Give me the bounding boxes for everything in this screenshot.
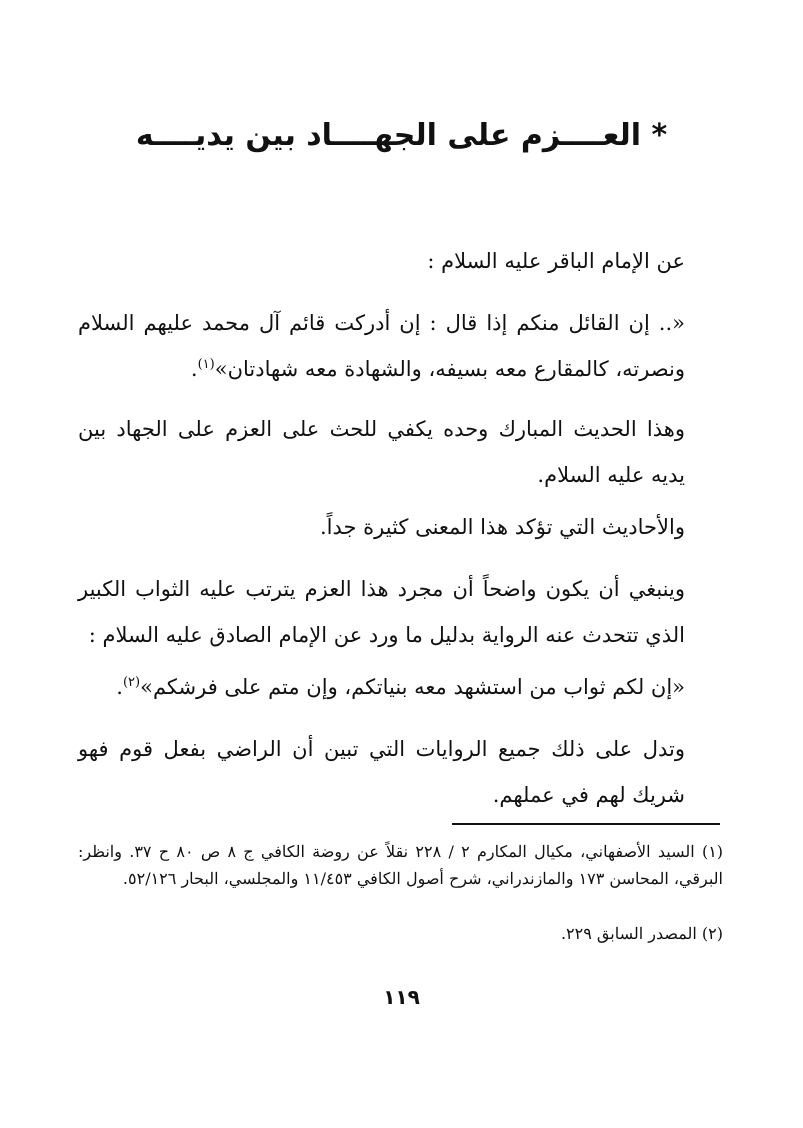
footnote-2: (٢) المصدر السابق ٢٢٩. [560, 924, 723, 943]
footnote-1: (١) السيد الأصفهاني، مكيال المكارم ٢ / ٢٢٨ نقلاً عن روضة الكافي ج ٨ ص ٨٠ ح ٣٧. وانظر: البرقي، المحاسن ١٧٣ والمازندراني، شرح أصول الكافي ١١/٤٥٣ والمجلسي، البحار ٥٢/١٢٦. [78, 842, 724, 888]
paragraph-many-hadiths: والأحاديث التي تؤكد هذا المعنى كثيرة جداً. [319, 515, 685, 539]
hadith-1-end: . [190, 357, 198, 381]
paragraph-hadith-1 [78, 300, 685, 392]
hadith-2-end: . [116, 675, 123, 699]
paragraph-hadith-2 [78, 664, 685, 710]
page-number: ١١٩ [383, 985, 420, 1009]
paragraph-reward: وينبغي أن يكون واضحاً أن مجرد هذا العزم يترتب عليه الثواب الكبير الذي تتحدث عنه الرواية بدليل ما ورد عن الإمام الصادق عليه السلام : [78, 577, 685, 647]
paragraph-intro: عن الإمام الباقر عليه السلام : [427, 249, 685, 273]
footnote-ref-1: (١) [197, 357, 215, 372]
paragraph-commentary: وهذا الحديث المبارك وحده يكفي للحث على العزم على الجهاد بين يديه عليه السلام. [78, 417, 685, 487]
hadith-2-text: «إن لكم ثواب من استشهد معه بنياتكم، وإن متم على فرشكم» [140, 675, 685, 699]
footnote-ref-2: (٢) [122, 675, 141, 690]
hadith-1-text: «.. إن القائل منكم إذا قال : إن أدركت قائم آل محمد عليهم السلام ونصرته، كالمقارع معه بسيفه، والشهادة معه شهادتان» [78, 311, 685, 381]
paragraph-conclusion: وتدل على ذلك جميع الروايات التي تبين أن الراضي بفعل قوم فهو شريك لهم في عملهم. [78, 737, 685, 807]
footnote-divider [452, 823, 720, 825]
section-title: * العــــزم على الجهــــاد بين يديــــه [135, 118, 668, 153]
